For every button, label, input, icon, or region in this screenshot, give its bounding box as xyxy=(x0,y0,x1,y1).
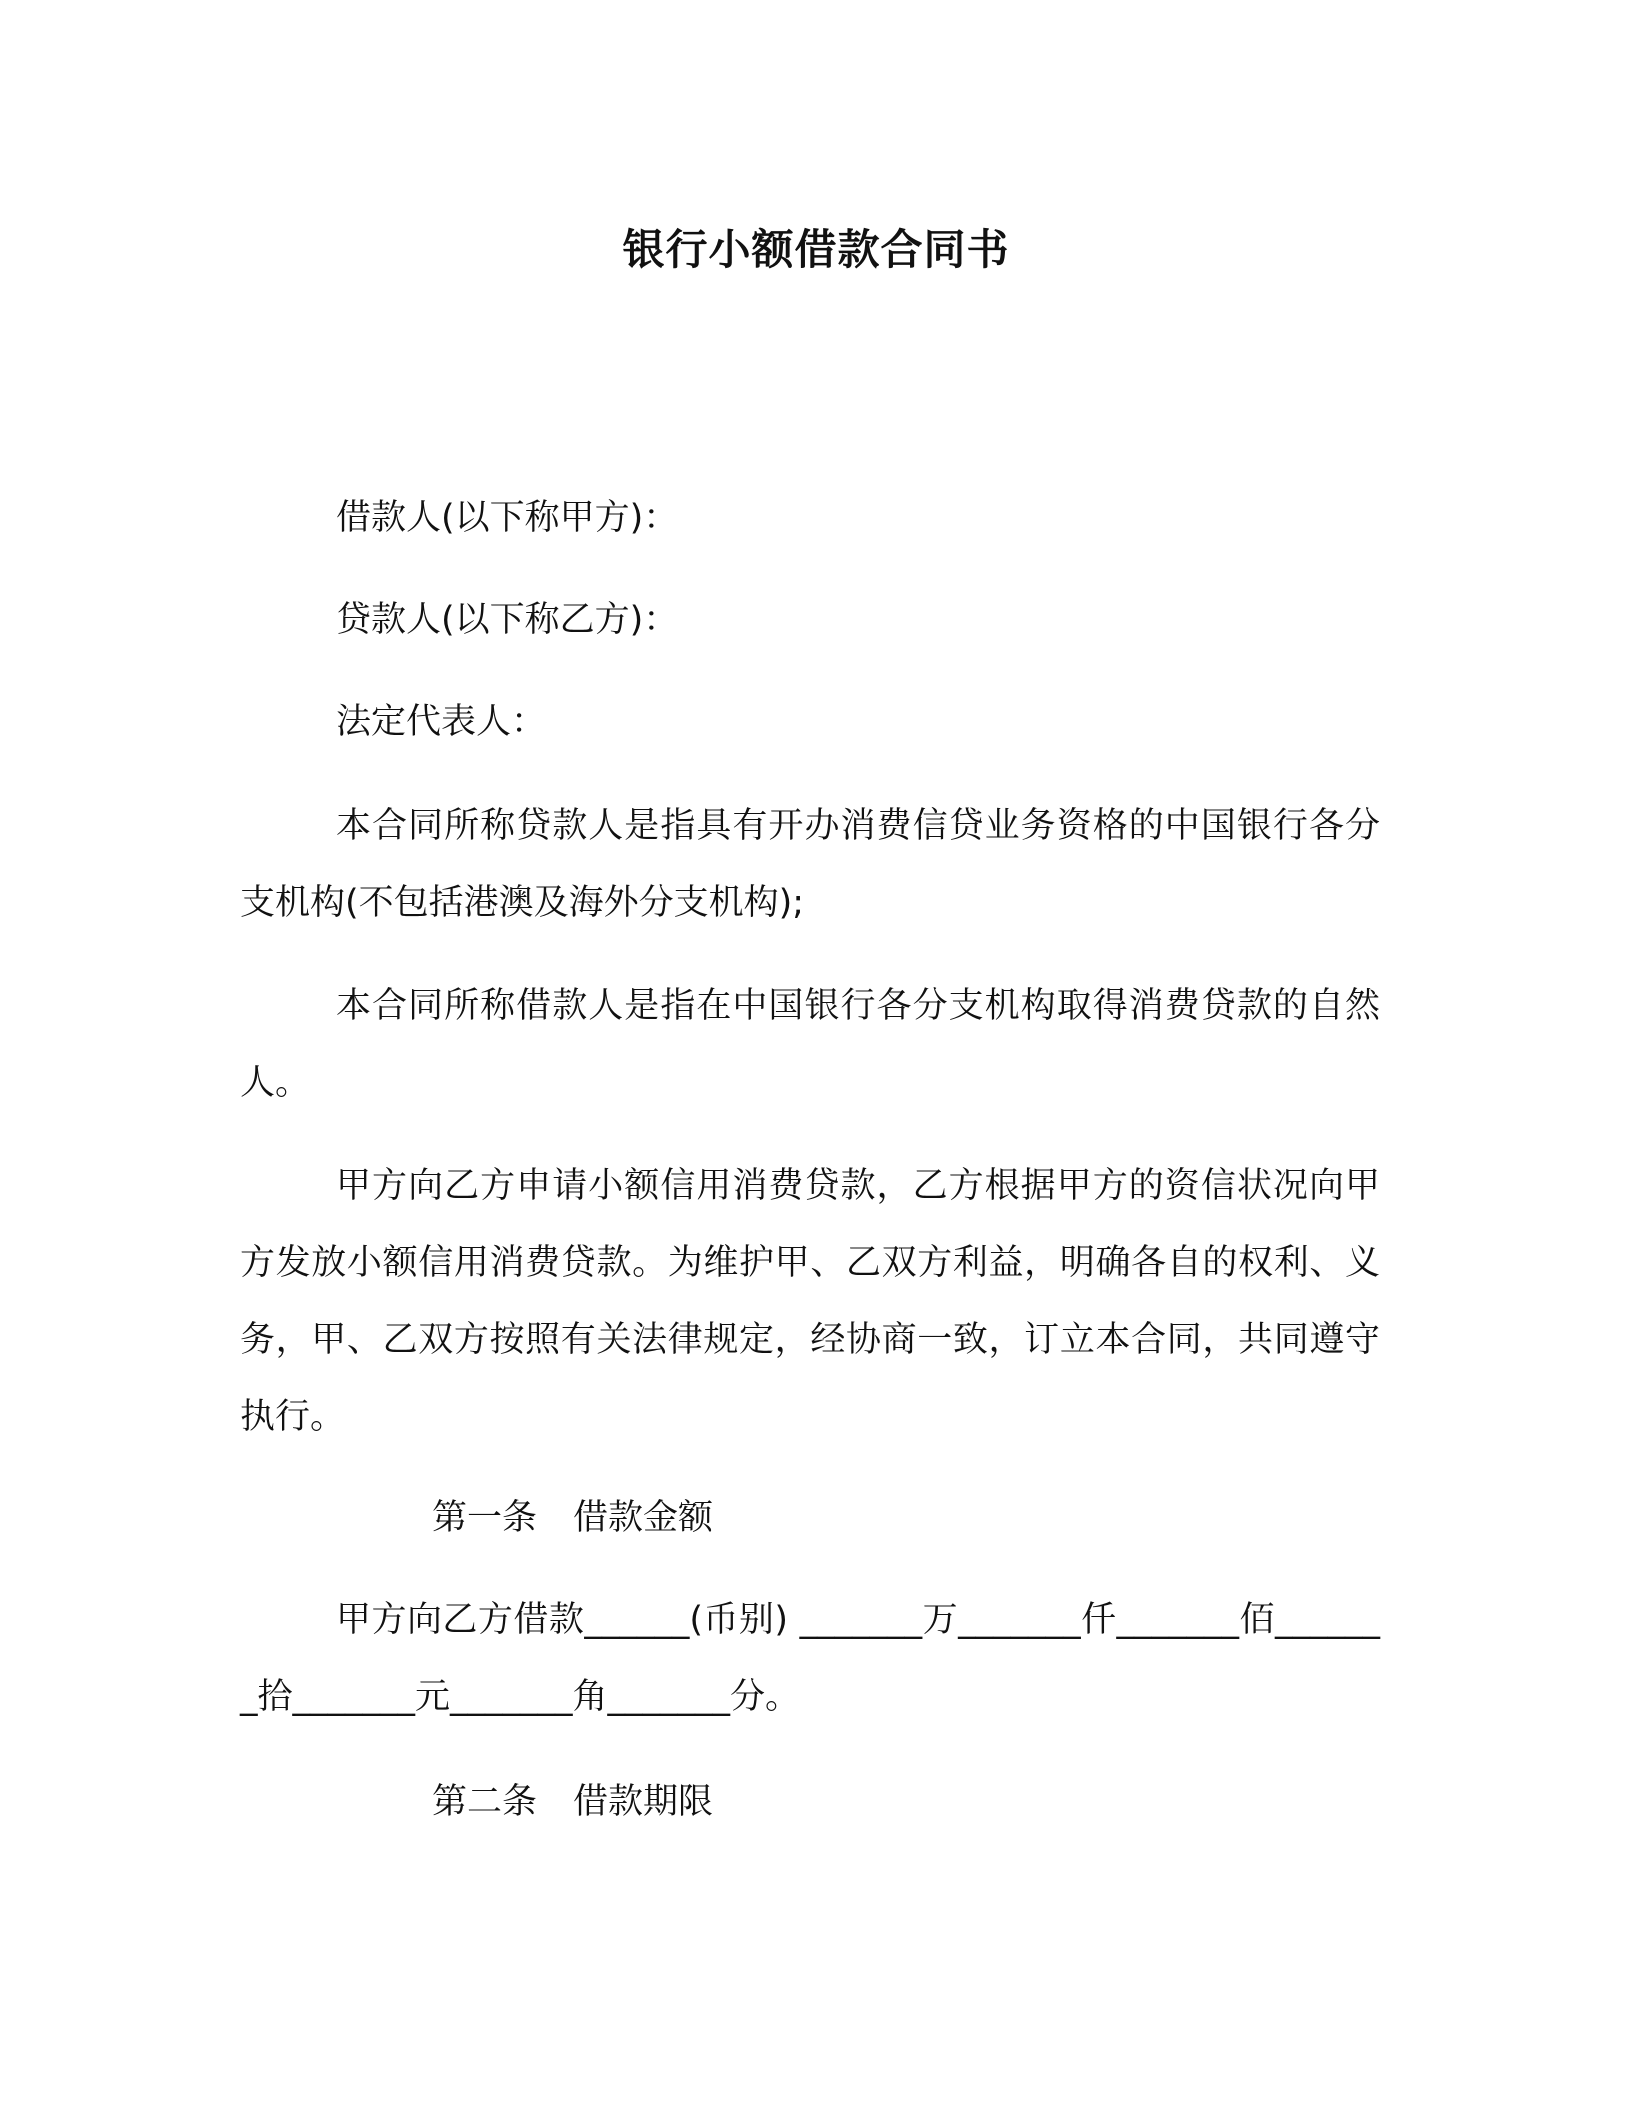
article-1-text: 甲方向乙方借款______(币别) _______万_______仟_______佰_______拾_______元_______角_______分。 xyxy=(240,1600,1380,1717)
document-title: 银行小额借款合同书 xyxy=(622,225,1010,274)
article-1-heading xyxy=(240,1480,1380,1557)
article-1-number: 第一条 xyxy=(432,1498,538,1538)
borrower-label: 借款人(以下称甲方)： xyxy=(336,498,679,538)
article-2-title: 借款期限 xyxy=(573,1782,714,1822)
legal-representative-label: 法定代表人： xyxy=(336,702,547,742)
article-2-number: 第二条 xyxy=(432,1782,538,1822)
paragraph-purpose: 甲方向乙方申请小额信用消费贷款，乙方根据甲方的资信状况向甲方发放小额信用消费贷款。为维护甲、乙双方利益，明确各自的权利、义务，甲、乙双方按照有关法律规定，经协商一致，订立本合同，共同遵守执行。 xyxy=(240,1166,1380,1437)
paragraph-borrower-definition: 本合同所称借款人是指在中国银行各分支机构取得消费贷款的自然人。 xyxy=(240,986,1380,1103)
article-2-heading xyxy=(240,1764,1380,1841)
paragraph-lender-definition: 本合同所称贷款人是指具有开办消费信贷业务资格的中国银行各分支机构(不包括港澳及海外分支机构); xyxy=(240,806,1380,923)
article-1-title: 借款金额 xyxy=(573,1498,714,1538)
lender-label: 贷款人(以下称乙方)： xyxy=(336,600,679,640)
